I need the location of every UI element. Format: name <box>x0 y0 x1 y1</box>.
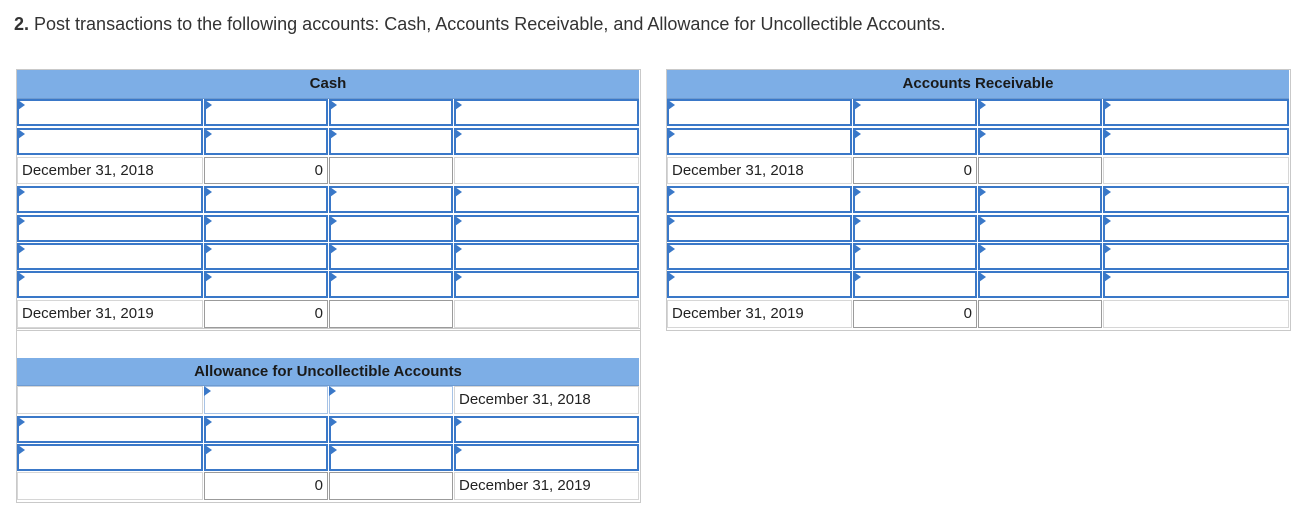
cash-date-2019: December 31, 2019 <box>17 300 203 328</box>
allowance-credit-amount-1[interactable] <box>329 386 453 414</box>
cash-credit-amount-1[interactable] <box>329 99 453 126</box>
allowance-credit-amount-2[interactable] <box>329 416 453 443</box>
ar-debit-desc-3[interactable] <box>667 186 852 213</box>
ar-credit-blank-2018 <box>1103 157 1289 184</box>
allowance-debit-desc-2018 <box>17 386 203 414</box>
ar-debit-amount-6[interactable] <box>853 271 977 298</box>
allowance-credit-balance-2019 <box>329 472 453 500</box>
cash-credit-amount-3[interactable] <box>329 186 453 213</box>
allowance-debit-desc-2[interactable] <box>17 416 203 443</box>
ar-account-title: Accounts Receivable <box>667 70 1289 99</box>
cash-credit-desc-4[interactable] <box>454 215 639 242</box>
instruction-number: 2. <box>14 14 30 34</box>
ar-credit-balance-2018 <box>978 157 1102 184</box>
cash-date-2018: December 31, 2018 <box>17 157 203 184</box>
allowance-date-2018: December 31, 2018 <box>454 386 639 414</box>
cash-credit-balance-2018 <box>329 157 453 184</box>
ar-credit-amount-2[interactable] <box>978 128 1102 155</box>
ar-credit-blank-2019 <box>1103 300 1289 328</box>
ar-credit-desc-1[interactable] <box>1103 99 1289 126</box>
cash-debit-amount-4[interactable] <box>204 215 328 242</box>
cash-debit-desc-6[interactable] <box>17 271 203 298</box>
allowance-debit-balance-2019: 0 <box>204 472 328 500</box>
ar-debit-desc-4[interactable] <box>667 215 852 242</box>
ar-credit-amount-6[interactable] <box>978 271 1102 298</box>
allowance-debit-desc-2019 <box>17 472 203 500</box>
allowance-debit-amount-1[interactable] <box>204 386 328 414</box>
ar-credit-desc-2[interactable] <box>1103 128 1289 155</box>
allowance-account-title: Allowance for Uncollectible Accounts <box>17 358 639 386</box>
ar-balance-2019: 0 <box>853 300 977 328</box>
cash-debit-desc-2[interactable] <box>17 128 203 155</box>
ar-balance-2018: 0 <box>853 157 977 184</box>
cash-credit-desc-5[interactable] <box>454 243 639 270</box>
ar-debit-amount-4[interactable] <box>853 215 977 242</box>
ar-debit-amount-2[interactable] <box>853 128 977 155</box>
cash-credit-blank-2018 <box>454 157 639 184</box>
cash-credit-amount-4[interactable] <box>329 215 453 242</box>
allowance-credit-amount-3[interactable] <box>329 444 453 471</box>
cash-debit-amount-5[interactable] <box>204 243 328 270</box>
cash-account-title: Cash <box>17 70 639 99</box>
cash-debit-amount-2[interactable] <box>204 128 328 155</box>
cash-credit-desc-6[interactable] <box>454 271 639 298</box>
cash-credit-desc-2[interactable] <box>454 128 639 155</box>
ar-debit-desc-5[interactable] <box>667 243 852 270</box>
ar-credit-amount-5[interactable] <box>978 243 1102 270</box>
cash-debit-amount-1[interactable] <box>204 99 328 126</box>
ar-credit-desc-3[interactable] <box>1103 186 1289 213</box>
ar-debit-desc-6[interactable] <box>667 271 852 298</box>
cash-debit-desc-1[interactable] <box>17 99 203 126</box>
ar-credit-amount-4[interactable] <box>978 215 1102 242</box>
ar-debit-amount-3[interactable] <box>853 186 977 213</box>
ar-credit-desc-4[interactable] <box>1103 215 1289 242</box>
cash-balance-2018: 0 <box>204 157 328 184</box>
ar-credit-amount-1[interactable] <box>978 99 1102 126</box>
allowance-debit-amount-3[interactable] <box>204 444 328 471</box>
ar-credit-balance-2019 <box>978 300 1102 328</box>
cash-credit-balance-2019 <box>329 300 453 328</box>
ar-credit-amount-3[interactable] <box>978 186 1102 213</box>
ar-date-2019: December 31, 2019 <box>667 300 852 328</box>
ar-credit-desc-6[interactable] <box>1103 271 1289 298</box>
instruction-text <box>14 14 946 35</box>
cash-debit-desc-3[interactable] <box>17 186 203 213</box>
allowance-date-2019: December 31, 2019 <box>454 472 639 500</box>
ar-debit-desc-2[interactable] <box>667 128 852 155</box>
cash-credit-desc-1[interactable] <box>454 99 639 126</box>
ar-debit-amount-1[interactable] <box>853 99 977 126</box>
allowance-credit-desc-2[interactable] <box>454 416 639 443</box>
ar-date-2018: December 31, 2018 <box>667 157 852 184</box>
instruction-body: Post transactions to the following accounts: Cash, Accounts Receivable, and Allowance for Uncollectible Accounts. <box>34 14 946 34</box>
allowance-credit-desc-3[interactable] <box>454 444 639 471</box>
cash-debit-amount-6[interactable] <box>204 271 328 298</box>
cash-balance-2019: 0 <box>204 300 328 328</box>
allowance-debit-desc-3[interactable] <box>17 444 203 471</box>
allowance-debit-amount-2[interactable] <box>204 416 328 443</box>
cash-credit-blank-2019 <box>454 300 639 328</box>
ar-debit-desc-1[interactable] <box>667 99 852 126</box>
cash-credit-amount-5[interactable] <box>329 243 453 270</box>
ar-credit-desc-5[interactable] <box>1103 243 1289 270</box>
cash-credit-amount-6[interactable] <box>329 271 453 298</box>
cash-debit-desc-5[interactable] <box>17 243 203 270</box>
cash-credit-amount-2[interactable] <box>329 128 453 155</box>
cash-credit-desc-3[interactable] <box>454 186 639 213</box>
ar-debit-amount-5[interactable] <box>853 243 977 270</box>
cash-debit-amount-3[interactable] <box>204 186 328 213</box>
cash-debit-desc-4[interactable] <box>17 215 203 242</box>
